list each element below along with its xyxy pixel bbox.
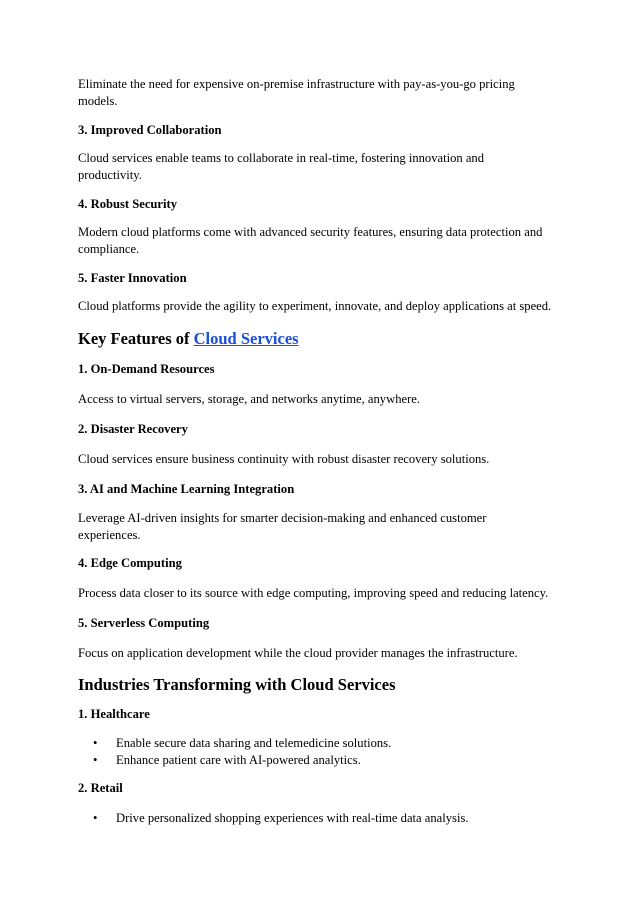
industries-heading: Industries Transforming with Cloud Services bbox=[78, 675, 396, 694]
cloud-services-link[interactable]: Cloud Services bbox=[193, 329, 299, 348]
intro-paragraph: Eliminate the need for expensive on-premise infrastructure with pay-as-you-go pricing models. bbox=[78, 77, 515, 108]
feature-heading: 5. Serverless Computing bbox=[78, 616, 210, 630]
features-heading bbox=[78, 329, 299, 349]
list-item: • Drive personalized shopping experiences with real-time data analysis. bbox=[93, 811, 469, 825]
feature-heading: 1. On-Demand Resources bbox=[78, 362, 215, 376]
benefit-text: Cloud services enable teams to collaborate in real-time, fostering innovation and productivity. bbox=[78, 151, 485, 182]
bullet-icon: • bbox=[93, 736, 98, 750]
feature-heading: 3. AI and Machine Learning Integration bbox=[78, 482, 295, 496]
benefit-text: Cloud platforms provide the agility to experiment, innovate, and deploy applications at speed. bbox=[78, 299, 552, 313]
feature-text: Cloud services ensure business continuity with robust disaster recovery solutions. bbox=[78, 452, 490, 466]
features-heading-prefix: Key Features of bbox=[78, 329, 194, 348]
feature-text: Leverage AI-driven insights for smarter decision-making and enhanced customer experiences. bbox=[78, 511, 487, 542]
benefit-heading: 5. Faster Innovation bbox=[78, 271, 187, 285]
healthcare-list bbox=[78, 735, 578, 769]
benefit-text: Modern cloud platforms come with advanced security features, ensuring data protection and compliance. bbox=[78, 225, 543, 256]
feature-heading: 2. Disaster Recovery bbox=[78, 422, 188, 436]
feature-text: Process data closer to its source with edge computing, improving speed and reducing latency. bbox=[78, 586, 549, 600]
industry-heading: 1. Healthcare bbox=[78, 707, 150, 721]
list-item: • Enhance patient care with AI-powered analytics. bbox=[93, 753, 361, 767]
bullet-icon: • bbox=[93, 753, 98, 767]
feature-text: Access to virtual servers, storage, and networks anytime, anywhere. bbox=[78, 392, 421, 406]
bullet-icon: • bbox=[93, 811, 98, 825]
benefit-heading: 3. Improved Collaboration bbox=[78, 123, 222, 137]
feature-heading: 4. Edge Computing bbox=[78, 556, 182, 570]
industry-heading: 2. Retail bbox=[78, 781, 123, 795]
list-item: • Enable secure data sharing and telemedicine solutions. bbox=[93, 736, 392, 750]
feature-text: Focus on application development while the cloud provider manages the infrastructure. bbox=[78, 646, 518, 660]
retail-list bbox=[78, 810, 578, 827]
benefit-heading: 4. Robust Security bbox=[78, 197, 178, 211]
